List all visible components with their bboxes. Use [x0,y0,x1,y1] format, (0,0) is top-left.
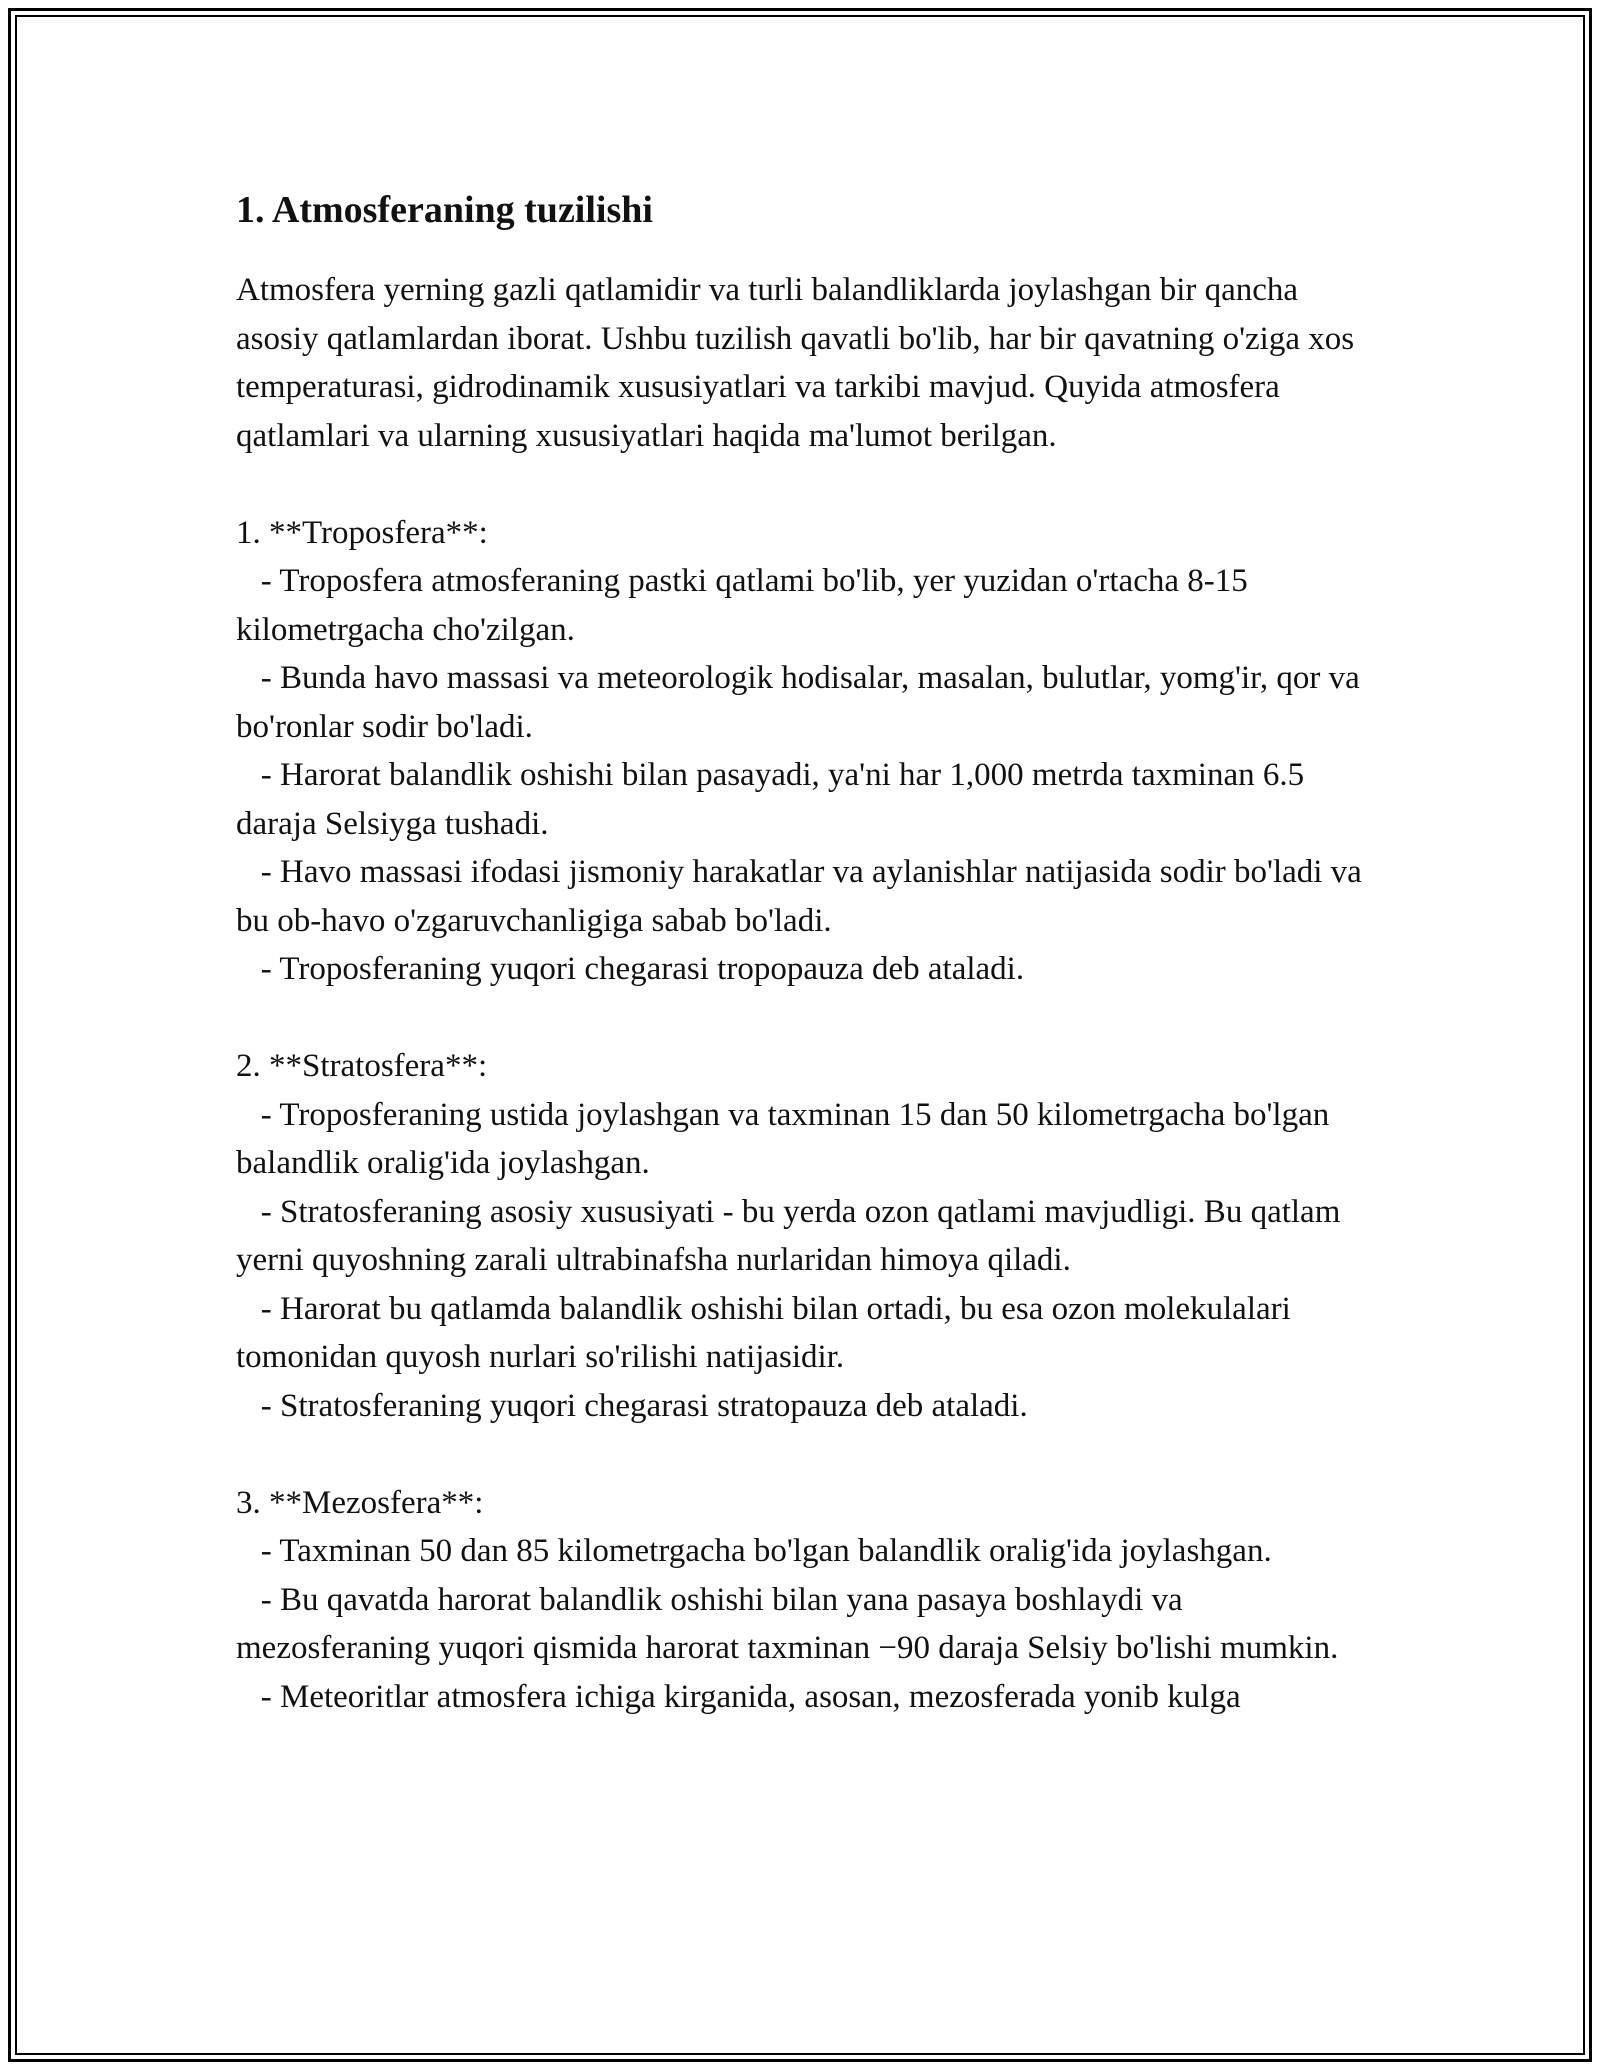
bullet-item: - Stratosferaning asosiy xususiyati - bu yerda ozon qatlami mavjudligi. Bu qatlam yerni quyoshning zarali ultrabinafsha nurlaridan himoya qiladi. [236,1193,1349,1278]
intro-paragraph: Atmosfera yerning gazli qatlamidir va turli balandliklarda joylashgan bir qancha asosiy qatlamlardan iborat. Ushbu tuzilish qavatli bo'lib, har bir qavatning o'ziga xos temperaturasi, gidrodinamik xususiyatlari va tarkibi mavjud. Quyida atmosfera qatlamlari va ularning xususiyatlari haqida ma'lumot berilgan. [236,272,1355,454]
section-troposfera [236,509,1376,994]
bullet-item: - Troposferaning yuqori chegarasi tropopauza deb ataladi. [236,951,1025,987]
bullet-item: - Troposferaning ustida joylashgan va taxminan 15 dan 50 kilometrgacha bo'lgan balandlik oralig'ida joylashgan. [236,1096,1338,1181]
bullet-item: - Harorat balandlik oshishi bilan pasayadi, ya'ni har 1,000 metrda taxminan 6.5 daraja Selsiyga tushadi. [236,757,1313,842]
section-heading: 1. **Troposfera**: [236,514,488,551]
bullet-item: - Meteoritlar atmosfera ichiga kirganida, asosan, mezosferada yonib kulga [236,1678,1241,1715]
bullet-item: - Havo massasi ifodasi jismoniy harakatlar va aylanishlar natijasida sodir bo'ladi va bu ob-havo o'zgaruvchanligiga sabab bo'ladi. [236,854,1371,939]
bullet-item: - Harorat bu qatlamda balandlik oshishi bilan ortadi, bu esa ozon molekulalari tomonidan quyosh nurlari so'rilishi natijasidir. [236,1290,1300,1375]
bullet-item: - Taxminan 50 dan 85 kilometrgacha bo'lgan balandlik oralig'ida joylashgan. [236,1533,1272,1569]
bullet-item: - Bu qavatda harorat balandlik oshishi bilan yana pasaya boshlaydi va mezosferaning yuqori qismida harorat taxminan −90 daraja Selsiy bo'lishi mumkin. [236,1581,1339,1666]
bullet-item: - Troposfera atmosferaning pastki qatlami bo'lib, yer yuzidan o'rtacha 8-15 kilometrgacha cho'zilgan. [236,563,1256,648]
section-stratosfera [236,1042,1376,1430]
bullet-item: - Stratosferaning yuqori chegarasi stratopauza deb ataladi. [236,1387,1028,1424]
document-title: 1. Atmosferaning tuzilishi [236,189,653,231]
bullet-item: - Bunda havo massasi va meteorologik hodisalar, masalan, bulutlar, yomg'ir, qor va bo'ronlar sodir bo'ladi. [236,660,1368,745]
section-heading: 2. **Stratosfera**: [236,1048,488,1084]
section-heading: 3. **Mezosfera**: [236,1484,484,1521]
document-body [236,186,1376,1721]
section-mezosfera [236,1479,1376,1722]
